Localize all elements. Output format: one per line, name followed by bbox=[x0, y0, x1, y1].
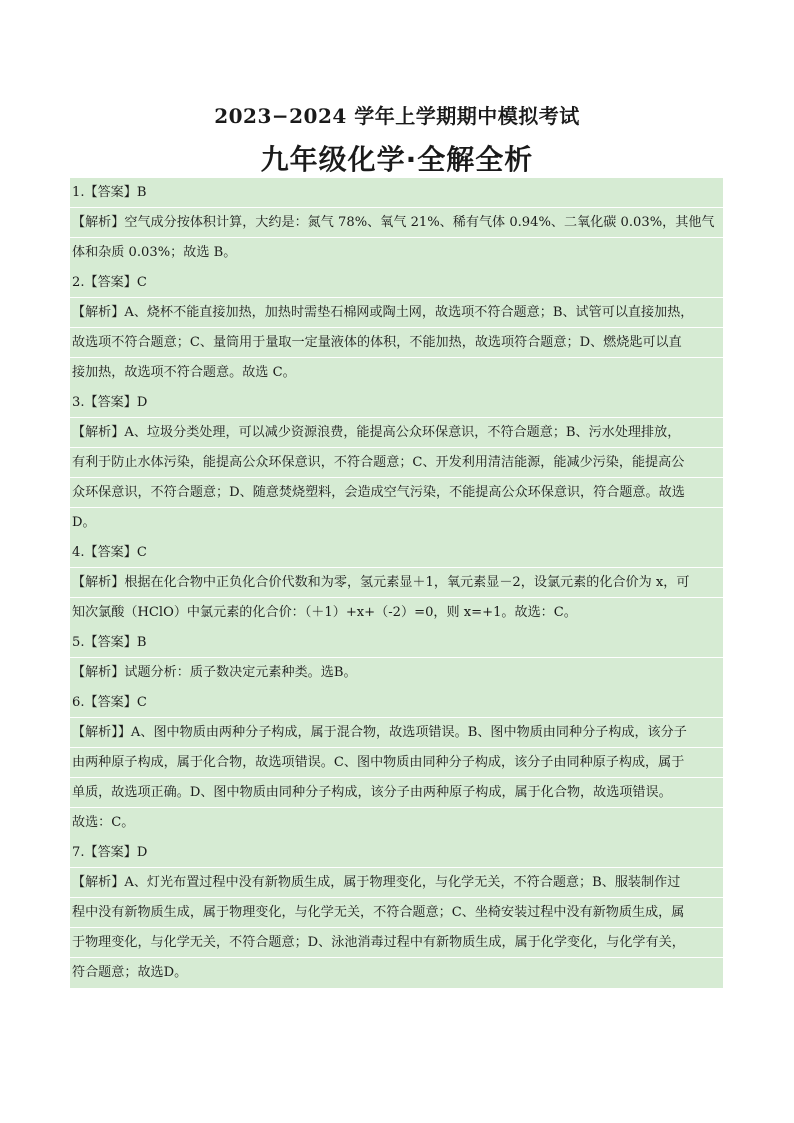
analysis-line: 程中没有新物质生成，属于物理变化，与化学无关，不符合题意；C、坐椅安装过程中没有新物质生成，属 bbox=[70, 898, 723, 928]
analysis-line: 由两种原子构成，属于化合物，故选项错误。C、图中物质由同种分子构成，该分子由同种原子构成，属于 bbox=[70, 748, 723, 778]
analysis-line: 故选：C。 bbox=[72, 815, 135, 830]
answer-line: 7.【答案】D bbox=[70, 838, 723, 868]
analysis-line: 【解析】A、灯光布置过程中没有新物质生成，属于物理变化，与化学无关，不符合题意；B、服装制作过 bbox=[70, 868, 723, 898]
answer-item bbox=[70, 268, 723, 388]
analysis-line: 【解析】A、烧杯不能直接加热，加热时需垫石棉网或陶土网，故选项不符合题意；B、试管可以直接加热， bbox=[70, 298, 723, 328]
analysis-line: 众环保意识，不符合题意；D、随意焚烧塑料，会造成空气污染，不能提高公众环保意识，符合题意。故选 bbox=[70, 478, 723, 508]
answer-line: 5.【答案】B bbox=[70, 628, 723, 658]
analysis-line: 有利于防止水体污染，能提高公众环保意识，不符合题意；C、开发利用清洁能源，能减少污染，能提高公 bbox=[70, 448, 723, 478]
analysis-line: 故选项不符合题意；C、量筒用于量取一定量液体的体积，不能加热，故选项符合题意；D、燃烧匙可以直 bbox=[70, 328, 723, 358]
analysis-line: D。 bbox=[72, 515, 96, 530]
answer-key-content bbox=[70, 178, 723, 988]
answer-item bbox=[70, 628, 723, 688]
analysis-line: 于物理变化，与化学无关，不符合题意；D、泳池消毒过程中有新物质生成，属于化学变化，与化学有关， bbox=[70, 928, 723, 958]
answer-line: 1.【答案】B bbox=[70, 178, 723, 208]
analysis-line: 【解析】试题分析：质子数决定元素种类。选B。 bbox=[72, 665, 357, 680]
analysis-line: 【解析】空气成分按体积计算，大约是：氮气 78%、氧气 21%、稀有气体 0.94%、二氧化碳 0.03%，其他气 bbox=[70, 208, 723, 238]
answer-line: 4.【答案】C bbox=[70, 538, 723, 568]
exam-title: 2023−2024 学年上学期期中模拟考试 bbox=[214, 104, 580, 128]
page-subtitle: 九年级化学·全解全析 bbox=[260, 143, 534, 176]
analysis-line: 【解析】根据在化合物中正负化合价代数和为零，氢元素显＋1，氧元素显－2，设氯元素的化合价为 x，可 bbox=[70, 568, 723, 598]
analysis-line: 接加热，故选项不符合题意。故选 C。 bbox=[72, 365, 296, 380]
answer-item bbox=[70, 388, 723, 538]
answer-item bbox=[70, 838, 723, 988]
analysis-line: 知次氯酸（HClO）中氯元素的化合价：（＋1）+x+（-2）=0，则 x=+1。故选：C。 bbox=[72, 605, 577, 620]
analysis-line: 体和杂质 0.03%；故选 B。 bbox=[72, 245, 237, 260]
answer-item bbox=[70, 178, 723, 268]
analysis-line: 单质，故选项正确。D、图中物质由同种分子构成，该分子由两种原子构成，属于化合物，故选项错误。 bbox=[70, 778, 723, 808]
analysis-line: 【解析】A、垃圾分类处理，可以减少资源浪费，能提高公众环保意识，不符合题意；B、污水处理排放， bbox=[70, 418, 723, 448]
answer-item bbox=[70, 688, 723, 838]
answer-line: 3.【答案】D bbox=[70, 388, 723, 418]
analysis-line: 【解析】】A、图中物质由两种分子构成，属于混合物，故选项错误。B、图中物质由同种分子构成，该分子 bbox=[70, 718, 723, 748]
analysis-line: 符合题意；故选D。 bbox=[72, 965, 188, 980]
answer-item bbox=[70, 538, 723, 628]
answer-line: 6.【答案】C bbox=[70, 688, 723, 718]
answer-line: 2.【答案】C bbox=[70, 268, 723, 298]
